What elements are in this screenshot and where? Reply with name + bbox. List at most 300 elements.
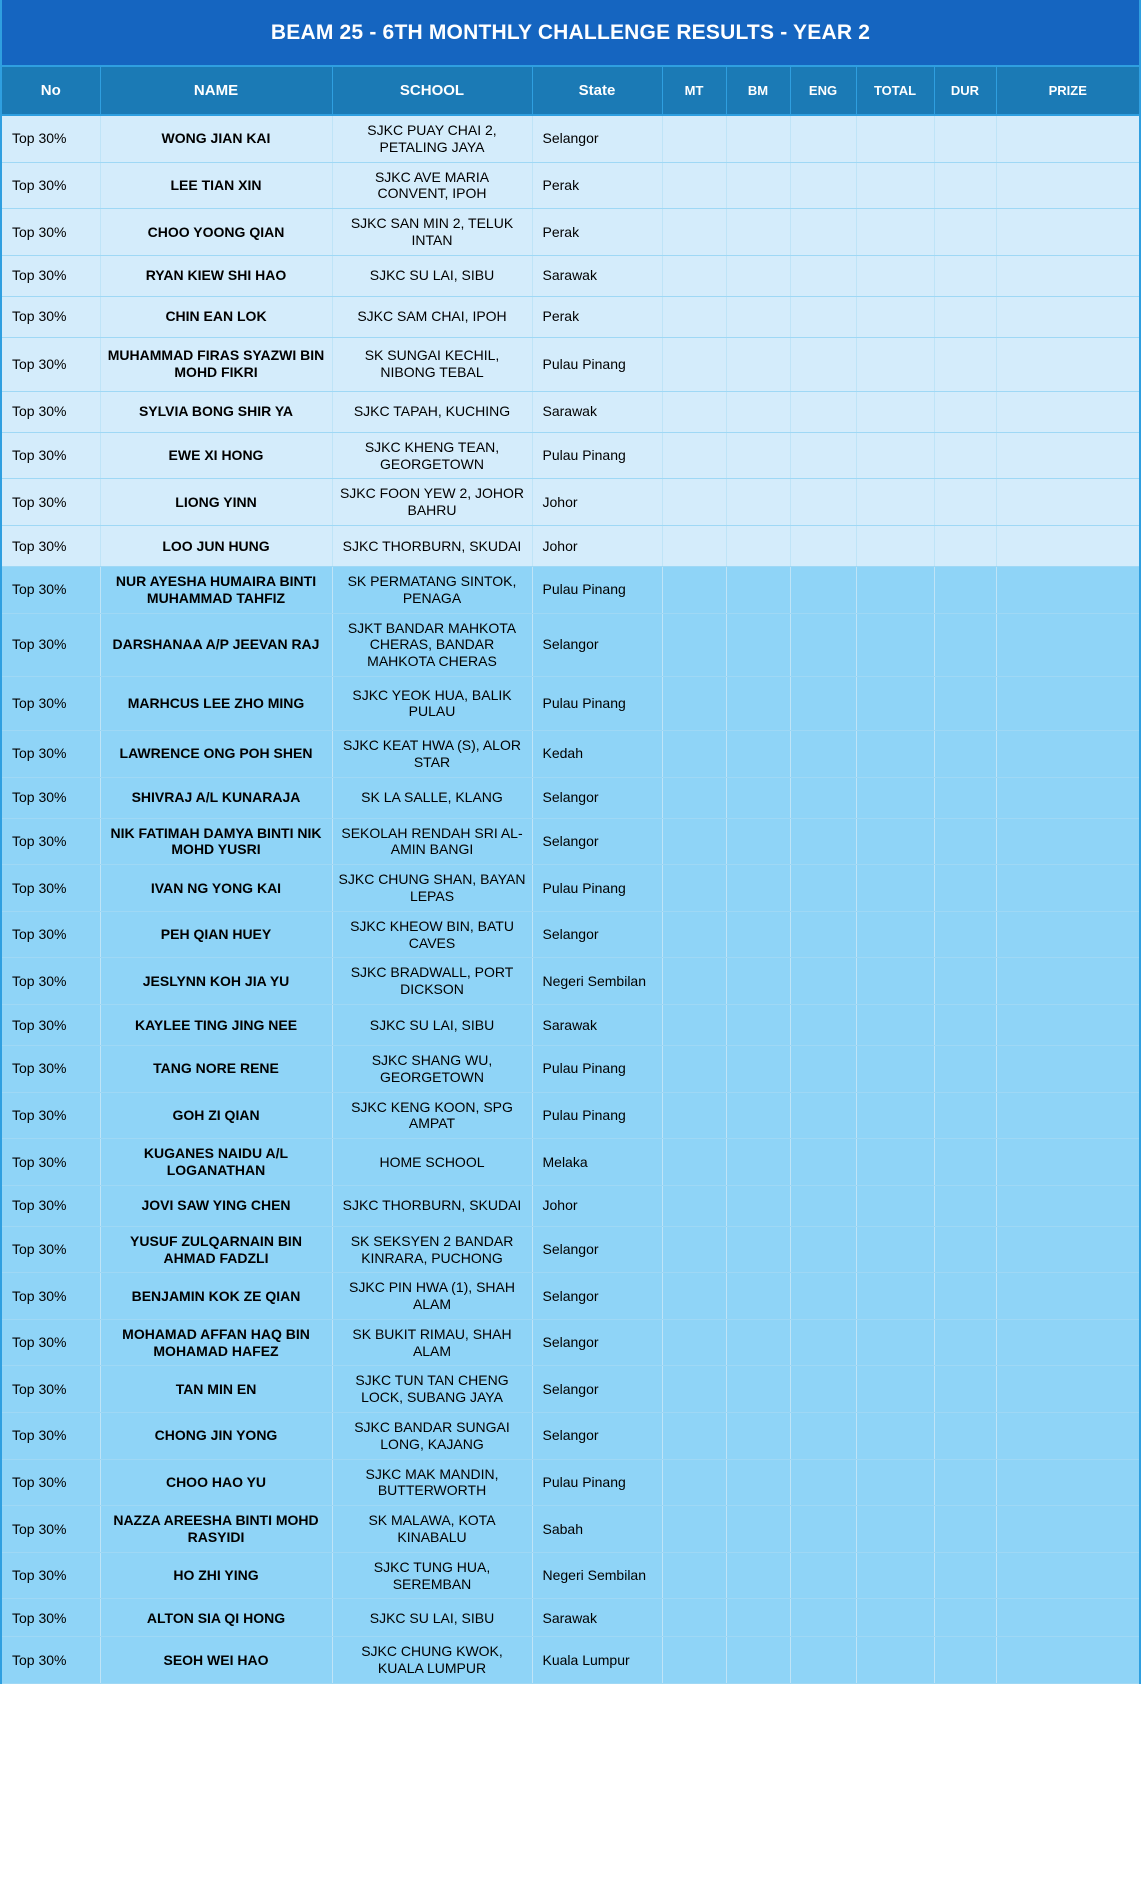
score-total — [856, 818, 934, 865]
result-rank: Top 30% — [2, 1273, 100, 1320]
result-rank: Top 30% — [2, 1045, 100, 1092]
participant-name: ALTON SIA QI HONG — [100, 1599, 332, 1637]
prize — [996, 958, 1139, 1005]
prize — [996, 1004, 1139, 1045]
score-mt — [662, 1004, 726, 1045]
score-eng — [790, 209, 856, 256]
score-bm — [726, 162, 790, 209]
result-rank: Top 30% — [2, 958, 100, 1005]
participant-school: SK SEKSYEN 2 BANDAR KINRARA, PUCHONG — [332, 1226, 532, 1273]
participant-school: SJKC TAPAH, KUCHING — [332, 391, 532, 432]
score-total — [856, 432, 934, 479]
duration — [934, 865, 996, 912]
participant-name: SHIVRAJ A/L KUNARAJA — [100, 777, 332, 818]
participant-name: DARSHANAA A/P JEEVAN RAJ — [100, 613, 332, 676]
prize — [996, 1506, 1139, 1553]
duration — [934, 162, 996, 209]
table-row — [2, 255, 1139, 296]
duration — [934, 1226, 996, 1273]
duration — [934, 1273, 996, 1320]
score-bm — [726, 1366, 790, 1413]
participant-school: SEKOLAH RENDAH SRI AL-AMIN BANGI — [332, 818, 532, 865]
prize — [996, 818, 1139, 865]
duration — [934, 613, 996, 676]
participant-name: NUR AYESHA HUMAIRA BINTI MUHAMMAD TAHFIZ — [100, 566, 332, 613]
column-header-name: NAME — [100, 67, 332, 115]
prize — [996, 730, 1139, 777]
result-rank: Top 30% — [2, 255, 100, 296]
participant-name: PEH QIAN HUEY — [100, 911, 332, 958]
score-mt — [662, 255, 726, 296]
score-mt — [662, 730, 726, 777]
score-mt — [662, 1139, 726, 1186]
score-eng — [790, 818, 856, 865]
result-rank: Top 30% — [2, 613, 100, 676]
duration — [934, 1599, 996, 1637]
prize — [996, 1637, 1139, 1684]
result-rank: Top 30% — [2, 730, 100, 777]
score-eng — [790, 525, 856, 566]
score-total — [856, 115, 934, 162]
duration — [934, 337, 996, 391]
score-total — [856, 676, 934, 730]
score-eng — [790, 1459, 856, 1506]
participant-state: Pulau Pinang — [532, 676, 662, 730]
participant-name: HO ZHI YING — [100, 1552, 332, 1599]
score-bm — [726, 1552, 790, 1599]
participant-state: Selangor — [532, 1273, 662, 1320]
score-eng — [790, 1004, 856, 1045]
participant-school: SJKC SAM CHAI, IPOH — [332, 296, 532, 337]
score-mt — [662, 911, 726, 958]
column-header-school: SCHOOL — [332, 67, 532, 115]
column-header-total: TOTAL — [856, 67, 934, 115]
score-bm — [726, 1413, 790, 1460]
score-bm — [726, 479, 790, 526]
score-eng — [790, 1226, 856, 1273]
participant-name: CHOO HAO YU — [100, 1459, 332, 1506]
duration — [934, 1004, 996, 1045]
table-row — [2, 566, 1139, 613]
table-row — [2, 730, 1139, 777]
participant-name: BENJAMIN KOK ZE QIAN — [100, 1273, 332, 1320]
participant-name: SEOH WEI HAO — [100, 1637, 332, 1684]
table-row — [2, 525, 1139, 566]
score-total — [856, 566, 934, 613]
score-eng — [790, 730, 856, 777]
score-total — [856, 1319, 934, 1366]
score-bm — [726, 566, 790, 613]
column-header-bm: BM — [726, 67, 790, 115]
table-row — [2, 818, 1139, 865]
table-row — [2, 1459, 1139, 1506]
score-eng — [790, 1092, 856, 1139]
participant-school: SJKC KENG KOON, SPG AMPAT — [332, 1092, 532, 1139]
score-bm — [726, 115, 790, 162]
score-eng — [790, 391, 856, 432]
score-bm — [726, 911, 790, 958]
participant-state: Perak — [532, 209, 662, 256]
participant-name: LAWRENCE ONG POH SHEN — [100, 730, 332, 777]
table-row — [2, 1552, 1139, 1599]
score-eng — [790, 162, 856, 209]
score-mt — [662, 818, 726, 865]
table-body — [2, 115, 1139, 1684]
score-bm — [726, 613, 790, 676]
table-row — [2, 1139, 1139, 1186]
participant-state: Perak — [532, 162, 662, 209]
score-total — [856, 1459, 934, 1506]
duration — [934, 676, 996, 730]
prize — [996, 777, 1139, 818]
score-bm — [726, 777, 790, 818]
result-rank: Top 30% — [2, 865, 100, 912]
score-bm — [726, 1004, 790, 1045]
score-bm — [726, 958, 790, 1005]
page-title: BEAM 25 - 6TH MONTHLY CHALLENGE RESULTS - YEAR 2 — [2, 0, 1139, 67]
score-bm — [726, 818, 790, 865]
table-row — [2, 1226, 1139, 1273]
prize — [996, 209, 1139, 256]
score-total — [856, 1092, 934, 1139]
score-bm — [726, 337, 790, 391]
participant-state: Pulau Pinang — [532, 1459, 662, 1506]
score-bm — [726, 730, 790, 777]
prize — [996, 115, 1139, 162]
score-mt — [662, 162, 726, 209]
table-row — [2, 1045, 1139, 1092]
score-total — [856, 777, 934, 818]
table-row — [2, 1273, 1139, 1320]
participant-school: SJKC AVE MARIA CONVENT, IPOH — [332, 162, 532, 209]
duration — [934, 1092, 996, 1139]
prize — [996, 479, 1139, 526]
result-rank: Top 30% — [2, 391, 100, 432]
score-mt — [662, 676, 726, 730]
score-total — [856, 255, 934, 296]
results-table — [2, 67, 1139, 1684]
table-row — [2, 676, 1139, 730]
participant-school: SJKC KHENG TEAN, GEORGETOWN — [332, 432, 532, 479]
score-total — [856, 1139, 934, 1186]
table-row — [2, 777, 1139, 818]
participant-name: YUSUF ZULQARNAIN BIN AHMAD FADZLI — [100, 1226, 332, 1273]
prize — [996, 1092, 1139, 1139]
duration — [934, 1413, 996, 1460]
score-total — [856, 1045, 934, 1092]
result-rank: Top 30% — [2, 115, 100, 162]
table-row — [2, 1319, 1139, 1366]
duration — [934, 1185, 996, 1226]
prize — [996, 162, 1139, 209]
participant-school: SJKC KEAT HWA (S), ALOR STAR — [332, 730, 532, 777]
table-row — [2, 479, 1139, 526]
prize — [996, 1366, 1139, 1413]
table-row — [2, 115, 1139, 162]
prize — [996, 1459, 1139, 1506]
score-mt — [662, 209, 726, 256]
duration — [934, 209, 996, 256]
participant-state: Sarawak — [532, 1599, 662, 1637]
table-row — [2, 432, 1139, 479]
result-rank: Top 30% — [2, 1185, 100, 1226]
score-mt — [662, 1185, 726, 1226]
participant-name: JOVI SAW YING CHEN — [100, 1185, 332, 1226]
score-eng — [790, 865, 856, 912]
score-mt — [662, 1552, 726, 1599]
score-bm — [726, 391, 790, 432]
participant-name: IVAN NG YONG KAI — [100, 865, 332, 912]
score-bm — [726, 1459, 790, 1506]
participant-school: HOME SCHOOL — [332, 1139, 532, 1186]
prize — [996, 1319, 1139, 1366]
prize — [996, 1413, 1139, 1460]
prize — [996, 1273, 1139, 1320]
score-bm — [726, 209, 790, 256]
score-total — [856, 1413, 934, 1460]
column-header-state: State — [532, 67, 662, 115]
participant-state: Kedah — [532, 730, 662, 777]
score-mt — [662, 1273, 726, 1320]
table-row — [2, 958, 1139, 1005]
score-mt — [662, 479, 726, 526]
participant-school: SJKC SU LAI, SIBU — [332, 1599, 532, 1637]
table-row — [2, 209, 1139, 256]
duration — [934, 1552, 996, 1599]
score-mt — [662, 296, 726, 337]
result-rank: Top 30% — [2, 525, 100, 566]
score-mt — [662, 566, 726, 613]
participant-school: SJKC THORBURN, SKUDAI — [332, 1185, 532, 1226]
score-eng — [790, 613, 856, 676]
score-bm — [726, 1185, 790, 1226]
participant-school: SJKC CHUNG SHAN, BAYAN LEPAS — [332, 865, 532, 912]
participant-school: SJKC SAN MIN 2, TELUK INTAN — [332, 209, 532, 256]
duration — [934, 911, 996, 958]
score-total — [856, 1366, 934, 1413]
score-total — [856, 1506, 934, 1553]
table-row — [2, 337, 1139, 391]
score-mt — [662, 613, 726, 676]
participant-name: KAYLEE TING JING NEE — [100, 1004, 332, 1045]
column-header-no: No — [2, 67, 100, 115]
score-total — [856, 1004, 934, 1045]
participant-state: Melaka — [532, 1139, 662, 1186]
participant-state: Sarawak — [532, 255, 662, 296]
duration — [934, 115, 996, 162]
score-eng — [790, 1045, 856, 1092]
score-total — [856, 958, 934, 1005]
score-mt — [662, 391, 726, 432]
score-bm — [726, 1506, 790, 1553]
score-bm — [726, 1637, 790, 1684]
result-rank: Top 30% — [2, 1004, 100, 1045]
duration — [934, 818, 996, 865]
result-rank: Top 30% — [2, 1226, 100, 1273]
score-eng — [790, 911, 856, 958]
score-total — [856, 479, 934, 526]
score-total — [856, 911, 934, 958]
score-eng — [790, 1506, 856, 1553]
participant-name: MOHAMAD AFFAN HAQ BIN MOHAMAD HAFEZ — [100, 1319, 332, 1366]
score-eng — [790, 1366, 856, 1413]
score-bm — [726, 1045, 790, 1092]
column-header-mt: MT — [662, 67, 726, 115]
participant-school: SJKC SHANG WU, GEORGETOWN — [332, 1045, 532, 1092]
score-eng — [790, 1185, 856, 1226]
score-bm — [726, 255, 790, 296]
table-row — [2, 1004, 1139, 1045]
score-eng — [790, 479, 856, 526]
score-eng — [790, 115, 856, 162]
score-bm — [726, 676, 790, 730]
prize — [996, 525, 1139, 566]
result-rank: Top 30% — [2, 209, 100, 256]
duration — [934, 525, 996, 566]
table-row — [2, 613, 1139, 676]
score-eng — [790, 1139, 856, 1186]
result-rank: Top 30% — [2, 1139, 100, 1186]
prize — [996, 296, 1139, 337]
table-row — [2, 1599, 1139, 1637]
score-eng — [790, 1413, 856, 1460]
score-total — [856, 162, 934, 209]
participant-name: CHONG JIN YONG — [100, 1413, 332, 1460]
score-total — [856, 1637, 934, 1684]
score-eng — [790, 566, 856, 613]
participant-name: NAZZA AREESHA BINTI MOHD RASYIDI — [100, 1506, 332, 1553]
score-eng — [790, 1319, 856, 1366]
prize — [996, 613, 1139, 676]
prize — [996, 1185, 1139, 1226]
prize — [996, 391, 1139, 432]
score-eng — [790, 676, 856, 730]
table-row — [2, 1185, 1139, 1226]
score-mt — [662, 1459, 726, 1506]
participant-state: Selangor — [532, 818, 662, 865]
score-total — [856, 1185, 934, 1226]
prize — [996, 1139, 1139, 1186]
table-row — [2, 1413, 1139, 1460]
score-bm — [726, 525, 790, 566]
score-mt — [662, 1599, 726, 1637]
score-total — [856, 1273, 934, 1320]
score-mt — [662, 777, 726, 818]
participant-state: Sabah — [532, 1506, 662, 1553]
duration — [934, 566, 996, 613]
result-rank: Top 30% — [2, 1092, 100, 1139]
score-eng — [790, 1273, 856, 1320]
participant-school: SJKC TUN TAN CHENG LOCK, SUBANG JAYA — [332, 1366, 532, 1413]
table-header — [2, 67, 1139, 115]
participant-school: SK PERMATANG SINTOK, PENAGA — [332, 566, 532, 613]
result-rank: Top 30% — [2, 162, 100, 209]
column-header-prize: PRIZE — [996, 67, 1139, 115]
score-mt — [662, 1226, 726, 1273]
participant-school: SK BUKIT RIMAU, SHAH ALAM — [332, 1319, 532, 1366]
score-bm — [726, 1599, 790, 1637]
score-total — [856, 296, 934, 337]
score-eng — [790, 777, 856, 818]
result-rank: Top 30% — [2, 479, 100, 526]
participant-state: Perak — [532, 296, 662, 337]
score-total — [856, 525, 934, 566]
result-rank: Top 30% — [2, 1552, 100, 1599]
score-mt — [662, 958, 726, 1005]
score-total — [856, 1552, 934, 1599]
participant-name: LEE TIAN XIN — [100, 162, 332, 209]
participant-school: SJKC THORBURN, SKUDAI — [332, 525, 532, 566]
score-mt — [662, 337, 726, 391]
prize — [996, 337, 1139, 391]
participant-state: Selangor — [532, 777, 662, 818]
duration — [934, 479, 996, 526]
participant-name: TAN MIN EN — [100, 1366, 332, 1413]
participant-school: SK SUNGAI KECHIL, NIBONG TEBAL — [332, 337, 532, 391]
table-row — [2, 1506, 1139, 1553]
table-row — [2, 162, 1139, 209]
score-eng — [790, 337, 856, 391]
participant-state: Pulau Pinang — [532, 1092, 662, 1139]
participant-school: SJKC SU LAI, SIBU — [332, 1004, 532, 1045]
prize — [996, 1226, 1139, 1273]
participant-state: Selangor — [532, 115, 662, 162]
duration — [934, 391, 996, 432]
participant-school: SJKC SU LAI, SIBU — [332, 255, 532, 296]
score-total — [856, 865, 934, 912]
participant-state: Selangor — [532, 1319, 662, 1366]
score-mt — [662, 432, 726, 479]
score-mt — [662, 1637, 726, 1684]
result-rank: Top 30% — [2, 911, 100, 958]
result-rank: Top 30% — [2, 1319, 100, 1366]
participant-state: Selangor — [532, 1366, 662, 1413]
score-eng — [790, 1637, 856, 1684]
duration — [934, 1637, 996, 1684]
score-mt — [662, 1506, 726, 1553]
participant-state: Kuala Lumpur — [532, 1637, 662, 1684]
header-row — [2, 67, 1139, 115]
duration — [934, 255, 996, 296]
result-rank: Top 30% — [2, 337, 100, 391]
table-row — [2, 865, 1139, 912]
participant-name: MUHAMMAD FIRAS SYAZWI BIN MOHD FIKRI — [100, 337, 332, 391]
table-row — [2, 911, 1139, 958]
participant-state: Pulau Pinang — [532, 566, 662, 613]
score-total — [856, 209, 934, 256]
score-eng — [790, 1599, 856, 1637]
result-rank: Top 30% — [2, 296, 100, 337]
duration — [934, 1506, 996, 1553]
score-bm — [726, 865, 790, 912]
participant-school: SJKC KHEOW BIN, BATU CAVES — [332, 911, 532, 958]
result-rank: Top 30% — [2, 432, 100, 479]
score-eng — [790, 296, 856, 337]
duration — [934, 730, 996, 777]
participant-state: Selangor — [532, 1413, 662, 1460]
score-bm — [726, 1319, 790, 1366]
duration — [934, 432, 996, 479]
result-rank: Top 30% — [2, 1637, 100, 1684]
score-mt — [662, 1366, 726, 1413]
duration — [934, 1459, 996, 1506]
participant-state: Pulau Pinang — [532, 337, 662, 391]
result-rank: Top 30% — [2, 1459, 100, 1506]
prize — [996, 1045, 1139, 1092]
prize — [996, 1599, 1139, 1637]
participant-state: Pulau Pinang — [532, 1045, 662, 1092]
participant-school: SJKC MAK MANDIN, BUTTERWORTH — [332, 1459, 532, 1506]
